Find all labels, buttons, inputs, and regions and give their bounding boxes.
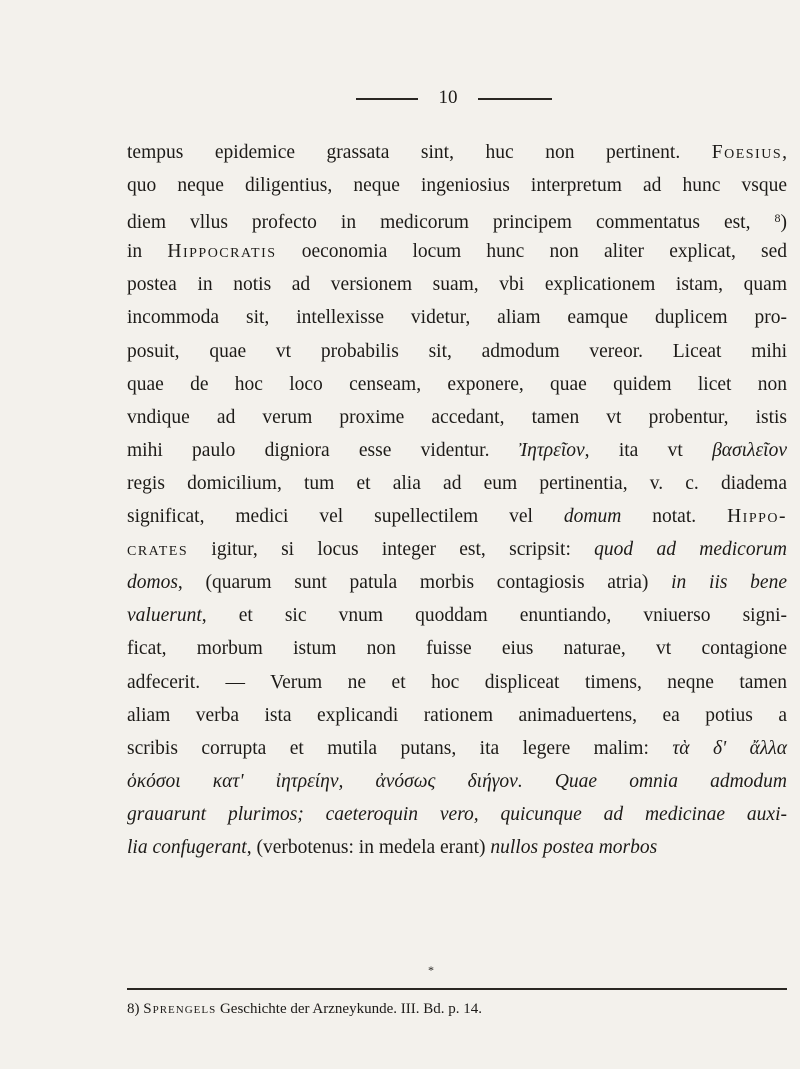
text-run: posuit, quae vt probabilis sit, admodum vereor. Liceat mihi [127,340,787,362]
text-run: notat. [621,506,728,528]
text-line [127,533,787,566]
text-line [127,401,787,434]
text-line [127,500,787,533]
text-line [127,136,787,169]
text-run: domos [127,572,178,594]
text-run: postea in notis ad versionem suam, vbi explicationem istam, quam [127,274,787,296]
header-rule-right [478,98,552,100]
text-run: mihi paulo digniora esse videntur. [127,439,519,461]
text-run: , (quarum sunt patula morbis contagiosis atria) [177,572,672,594]
footnote-run: 8) [127,1001,144,1017]
text-run: quo neque diligentius, neque ingeniosius interpretum ad hunc vsque [127,175,787,197]
text-run: significat, medici vel supellectilem vel [127,506,564,528]
text-run: crates [127,539,189,561]
text-run: nullos postea morbos [490,836,658,858]
text-run: tempus epidemice grassata sint, huc non pertinent. [127,142,712,163]
text-line [127,169,787,202]
text-run [523,771,555,792]
page-number: 10 [438,87,458,108]
footnote-rule [127,988,787,990]
body-text [127,136,787,864]
text-line [127,202,787,235]
text-run: scribis corrupta et mutila putans, ita legere malim: [127,737,673,759]
header-rule-left [356,98,418,100]
text-run: Foesius [711,142,783,163]
text-line [127,268,787,301]
text-run: lia confugerant [127,836,247,858]
text-run: βασιλεῖον [712,439,787,461]
footnote [127,998,787,1020]
text-line [127,699,787,732]
text-line [127,831,787,864]
text-run: in [127,241,168,263]
text-run: τὰ δ' ἄλλα [672,737,787,759]
text-line [127,235,787,268]
text-run: valuerunt [127,605,202,627]
footnote-run: Geschichte der Arzneykunde. III. Bd. p. 14. [216,1001,482,1017]
text-line [127,765,787,798]
text-run: ficat, morbum istum non fuisse eius naturae, vt contagione [127,638,787,660]
text-run: ὁκόσοι κατ' ἰητρείην, ἀνόσως διήγον. [127,770,523,792]
text-run: quae de hoc loco censeam, exponere, quae quidem licet non [127,373,787,395]
text-run: Hippo- [727,506,787,528]
text-run: grauarunt plurimos; caeteroquin vero, quicunque ad medicinae auxi- [127,803,787,825]
text-run: incommoda sit, intellexisse videtur, aliam eamque duplicem pro- [127,307,787,329]
text-run: vndique ad verum proxime accedant, tamen vt probentur, istis [127,406,787,428]
text-run: in iis bene [671,572,787,594]
text-run: , ita vt [584,439,713,461]
text-run: , [782,142,787,163]
text-line [127,666,787,699]
text-run: igitur, si locus integer est, scripsit: [188,539,595,561]
text-line [127,632,787,665]
text-run: ) [780,212,787,234]
text-run: quod ad medicorum [594,539,788,561]
text-run: Ἰητρεῖον [518,439,585,461]
text-run: adfecerit. — Verum ne et hoc displiceat timens, neqne tamen [127,671,787,693]
text-run: , et sic vnum quoddam enuntiando, vniuerso signi- [201,605,787,627]
text-line [127,434,787,467]
text-run: Quae omnia admodum [554,770,788,792]
text-line [127,335,787,368]
text-run: domum [563,506,622,528]
text-line [127,732,787,765]
catchword-mark: * [428,963,434,977]
page-header [0,86,800,110]
text-run: 8 [774,211,781,226]
text-line [127,599,787,632]
text-line [127,301,787,334]
text-line [127,368,787,401]
text-run: , (verbotenus: in medela erant) [246,836,491,858]
text-run: aliam verba ista explicandi rationem animaduertens, ea potius a [127,704,787,726]
text-line [127,798,787,831]
text-run: oeconomia locum hunc non aliter explicat, sed [276,241,788,263]
footnote-run: Sprengels [143,1001,217,1017]
text-line [127,566,787,599]
text-line [127,467,787,500]
text-run: diem vllus profecto in medicorum principem commentatus est, [127,212,775,234]
text-run: Hippocratis [167,241,277,263]
text-run: regis domicilium, tum et alia ad eum pertinentia, v. c. diadema [127,472,787,494]
